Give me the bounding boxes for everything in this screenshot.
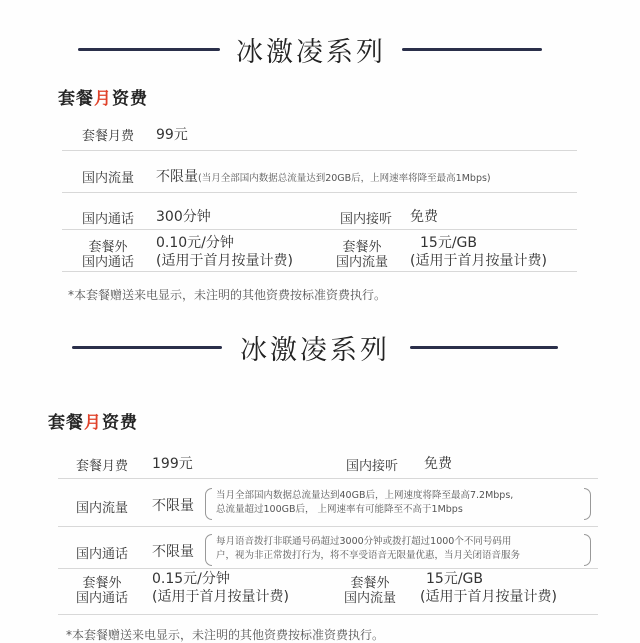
row-divider bbox=[62, 229, 577, 230]
heading-text: 资费 bbox=[112, 89, 148, 109]
fee-label: 套餐月费 bbox=[75, 459, 128, 474]
fee-label: 套餐月费 bbox=[81, 129, 134, 144]
note-line: 每月语音拨打非联通号码超过3000分钟或拨打超过1000个不同号码用 bbox=[216, 536, 512, 547]
label-line: 套餐外 bbox=[342, 240, 382, 255]
value-line: (适用于首月按量计费) bbox=[410, 253, 547, 269]
value-line: 15元/GB bbox=[426, 571, 483, 587]
section-title: 冰激凌系列 bbox=[236, 37, 386, 68]
row-divider bbox=[58, 614, 598, 615]
data-value: 不限量 bbox=[156, 169, 198, 185]
extra-data-value bbox=[420, 570, 557, 606]
answer-value: 免费 bbox=[410, 209, 438, 225]
label-line: 套餐外 bbox=[82, 576, 122, 591]
label-line: 国内通话 bbox=[81, 255, 134, 270]
call-note bbox=[216, 535, 520, 563]
note-line: 当月全部国内数据总流量达到40GB后，上网速度将降至最高7.2Mbps, bbox=[216, 490, 514, 501]
value-line: 0.15元/分钟 bbox=[152, 571, 230, 587]
extra-data-value bbox=[410, 234, 547, 270]
section-title: 冰激凌系列 bbox=[240, 335, 390, 366]
heading-accent: 月 bbox=[84, 413, 102, 433]
heading-accent: 月 bbox=[94, 89, 112, 109]
fee-value: 99元 bbox=[156, 127, 188, 143]
value-line: (适用于首月按量计费) bbox=[420, 589, 557, 605]
row-divider bbox=[62, 192, 577, 193]
call-value: 300分钟 bbox=[156, 209, 211, 225]
extra-call-label bbox=[68, 240, 148, 270]
extra-call-value bbox=[156, 234, 293, 270]
call-label: 国内通话 bbox=[81, 212, 134, 227]
plan-heading bbox=[48, 408, 138, 433]
note-line: 户，视为非正常拨打行为，将不享受语音无限量优惠，当月关闭语音服务 bbox=[216, 550, 521, 561]
label-line: 国内通话 bbox=[75, 591, 128, 606]
value-line: 0.10元/分钟 bbox=[156, 235, 234, 251]
label-line: 套餐外 bbox=[350, 576, 390, 591]
plan-heading bbox=[58, 84, 148, 109]
title-rule-left bbox=[72, 346, 222, 349]
data-note: (当月全部国内数据总流量达到20GB后，上网速率将降至最高1Mbps) bbox=[198, 173, 491, 184]
extra-call-label bbox=[62, 576, 142, 606]
extra-call-value bbox=[152, 570, 289, 606]
data-value: 不限量 bbox=[152, 498, 194, 514]
note-bracket-right bbox=[584, 534, 591, 566]
value-line: 15元/GB bbox=[420, 235, 477, 251]
answer-label: 国内接听 bbox=[339, 212, 392, 227]
data-label: 国内流量 bbox=[81, 171, 134, 186]
row-divider bbox=[58, 526, 598, 527]
data-label: 国内流量 bbox=[75, 501, 128, 516]
value-line: (适用于首月按量计费) bbox=[152, 589, 289, 605]
title-rule-right bbox=[410, 346, 558, 349]
footnote: *本套餐赠送来电显示，未注明的其他资费按标准资费执行。 bbox=[66, 628, 385, 642]
heading-text: 套餐 bbox=[48, 413, 84, 433]
data-note bbox=[216, 489, 513, 517]
label-line: 国内流量 bbox=[343, 591, 396, 606]
note-line: 总流量超过100GB后， 上网速率有可能降至不高于1Mbps bbox=[216, 504, 463, 515]
title-rule-right bbox=[402, 48, 542, 51]
call-label: 国内通话 bbox=[75, 547, 128, 562]
value-line: (适用于首月按量计费) bbox=[156, 253, 293, 269]
label-line: 套餐外 bbox=[88, 240, 128, 255]
data-value-line bbox=[156, 166, 491, 186]
row-divider bbox=[58, 568, 598, 569]
extra-data-label bbox=[330, 576, 410, 606]
label-line: 国内流量 bbox=[335, 255, 388, 270]
fee-value: 199元 bbox=[152, 456, 193, 472]
heading-text: 资费 bbox=[102, 413, 138, 433]
note-bracket-left bbox=[205, 488, 212, 520]
call-value: 不限量 bbox=[152, 544, 194, 560]
answer-label: 国内接听 bbox=[345, 459, 398, 474]
answer-value: 免费 bbox=[424, 456, 452, 472]
row-divider bbox=[62, 271, 577, 272]
row-divider bbox=[62, 150, 577, 151]
heading-text: 套餐 bbox=[58, 89, 94, 109]
extra-data-label bbox=[322, 240, 402, 270]
note-bracket-left bbox=[205, 534, 212, 566]
title-rule-left bbox=[78, 48, 220, 51]
row-divider bbox=[58, 478, 598, 479]
footnote: *本套餐赠送来电显示，未注明的其他资费按标准资费执行。 bbox=[68, 288, 387, 302]
note-bracket-right bbox=[584, 488, 591, 520]
